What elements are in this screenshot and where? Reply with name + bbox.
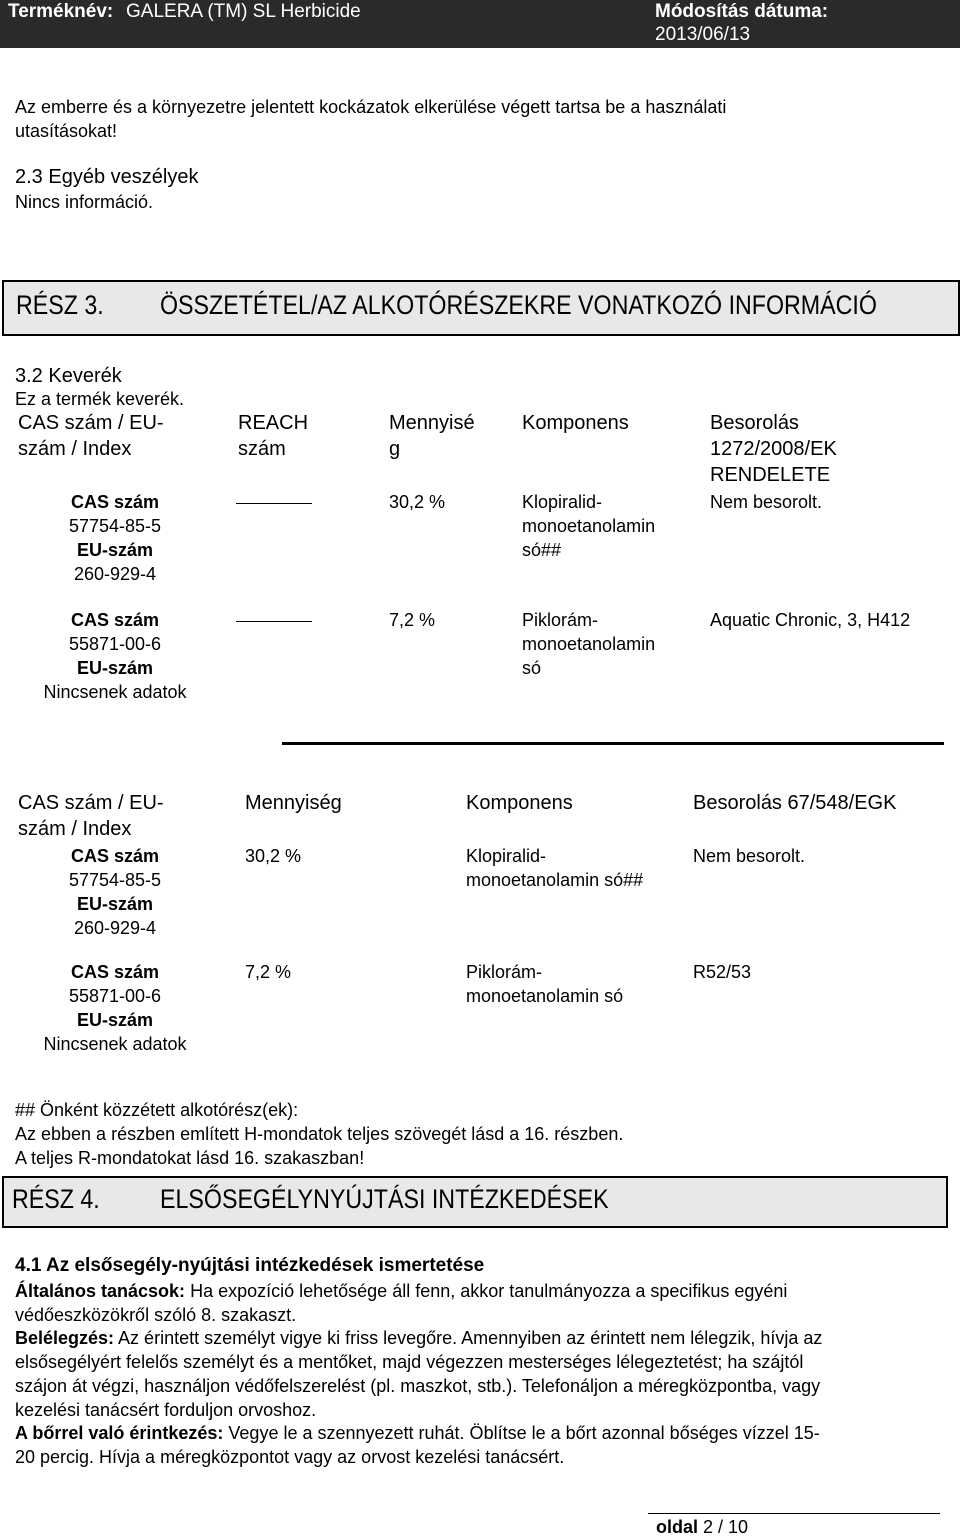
part-4-title: ELSŐSEGÉLYNYÚJTÁSI INTÉZKEDÉSEK [160,1184,609,1214]
table1-header-amount [389,410,475,462]
table2-header-cas-line1: CAS szám / EU- [18,792,164,814]
mixture-heading: 3.2 Keverék [15,365,122,387]
intro-line-2: utasításokat! [15,121,118,141]
eu-label: EU-szám [76,658,154,678]
component-line3: só [522,658,542,678]
classification-value: Nem besorolt. [710,492,823,512]
component-name [522,490,655,562]
inhalation-label: Belélegzés: [15,1328,115,1348]
eu-label: EU-szám [76,1010,154,1030]
general-advice-label: Általános tanácsok: [15,1281,186,1301]
component-name [522,608,655,680]
component-line3: só## [522,540,562,560]
component-line2: monoetanolamin [522,516,656,536]
component-name [466,844,643,892]
table1-header-reach [238,410,308,462]
classification-value: R52/53 [693,962,752,982]
table1-header-amount-line1: Mennyisé [389,412,475,434]
table2-header-cas [18,790,164,842]
table1-header-cas [18,410,164,462]
table-row [15,608,215,704]
component-line1: Klopiralid- [466,846,547,866]
part-4-number: RÉSZ 4. [12,1184,100,1214]
component-line1: Klopiralid- [522,492,603,512]
footer-rule [648,1513,940,1514]
amount-value: 30,2 % [389,492,446,512]
eu-number: Nincsenek adatok [43,1034,187,1054]
table1-header-reach-line2: szám [238,438,286,460]
eu-number: 260-929-4 [73,564,157,584]
part-3-title: ÖSSZETÉTEL/AZ ALKOTÓRÉSZEKRE VONATKOZÓ INFORMÁCIÓ [160,290,877,320]
table1-header-reach-line1: REACH [238,412,309,434]
cas-label: CAS szám [70,846,160,866]
table-row [15,844,215,940]
cas-label: CAS szám [70,962,160,982]
amount-value: 7,2 % [389,610,436,630]
table-row [15,490,215,586]
component-name [466,960,623,1008]
table1-header-amount-line2: g [389,438,401,460]
general-advice-text-2: védőeszközökről szóló 8. szakaszt. [15,1305,297,1325]
part-3-number: RÉSZ 3. [16,290,104,320]
cas-number: 55871-00-6 [68,986,162,1006]
inhalation-text-4: kezelési tanácsért forduljon orvoshoz. [15,1400,317,1420]
eu-label: EU-szám [76,540,154,560]
notes-line-3: A teljes R-mondatokat lásd 16. szakaszban! [15,1148,365,1168]
component-line2: monoetanolamin só [466,986,624,1006]
table-row [15,960,215,1056]
eu-label: EU-szám [76,894,154,914]
product-label: Terméknév: [8,1,114,22]
component-line1: Piklorám- [522,610,599,630]
intro-line-1: Az emberre és a környezetre jelentett kockázatok elkerülése végett tartsa be a használati [15,97,727,117]
document-header [0,0,960,48]
inhalation-advice [15,1326,945,1422]
eu-number: Nincsenek adatok [43,682,187,702]
page-label: oldal [656,1517,699,1537]
amount-value: 30,2 % [245,846,302,866]
eu-number: 260-929-4 [73,918,157,938]
no-info-text: Nincs információ. [15,192,154,212]
inhalation-text-2: elsősegélyért felelős személyt és a mentőket, majd végezzen mesterséges lélegeztetést; ha szájtól [15,1352,804,1372]
inhalation-text-3: szájon át végzi, használjon védőfelszerelést (pl. maszkot, stb.). Telefonáljon a méregközpontba, vagy [15,1376,821,1396]
skin-contact-label: A bőrrel való érintkezés: [15,1423,224,1443]
notes-line-2: Az ebben a részben említett H-mondatok teljes szövegét lásd a 16. részben. [15,1124,624,1144]
first-aid-heading: 4.1 Az elsősegély-nyújtási intézkedések ismertetése [15,1255,485,1276]
section-2-3-heading: 2.3 Egyéb veszélyek [15,166,199,188]
revision-date: 2013/06/13 [655,24,751,45]
cas-label: CAS szám [70,492,160,512]
table1-header-component: Komponens [522,412,629,434]
skin-contact-text-2: 20 percig. Hívja a méregközpontot vagy az orvost kezelési tanácsért. [15,1447,565,1467]
table1-header-cas-line1: CAS szám / EU- [18,412,164,434]
classification-value: Aquatic Chronic, 3, H412 [710,610,911,630]
cas-number: 57754-85-5 [68,516,162,536]
part-4-banner [2,1176,948,1228]
reach-dash [236,503,312,504]
reach-dash [236,621,312,622]
page-count: 2 / 10 [703,1517,749,1537]
cas-number: 55871-00-6 [68,634,162,654]
component-line1: Piklorám- [466,962,543,982]
table2-header-cas-line2: szám / Index [18,818,132,840]
page-number [656,1515,748,1539]
table2-header-amount: Mennyiség [245,792,342,814]
cas-label: CAS szám [70,610,160,630]
mixture-text: Ez a termék keverék. [15,389,185,409]
skin-contact-text: Vegye le a szennyezett ruhát. Öblítse le a bőrt azonnal bőséges vízzel 15- [223,1423,820,1443]
inhalation-text: Az érintett személyt vigye ki friss levegőre. Amennyiben az érintett nem lélegzik, hívja az [114,1328,823,1348]
component-line2: monoetanolamin só## [466,870,644,890]
notes-line-1: ## Önként közzétett alkotórész(ek): [15,1100,299,1120]
table1-header-class-line2: 1272/2008/EK [710,438,837,460]
table-divider [282,742,944,745]
classification-value: Nem besorolt. [693,846,806,866]
product-name: GALERA (TM) SL Herbicide [126,1,361,22]
general-advice [15,1279,945,1327]
component-line2: monoetanolamin [522,634,656,654]
table2-header-class: Besorolás 67/548/EGK [693,792,897,814]
table2-header-component: Komponens [466,792,573,814]
revision-label: Módosítás dátuma: [655,1,829,22]
general-advice-text: Ha expozíció lehetősége áll fenn, akkor tanulmányozza a specifikus egyéni [185,1281,788,1301]
skin-contact-advice [15,1421,945,1469]
table1-header-class-line3: RENDELETE [710,464,831,486]
cas-number: 57754-85-5 [68,870,162,890]
part-3-banner [2,280,960,336]
table1-header-class [710,410,837,488]
table1-header-class-line1: Besorolás [710,412,799,434]
amount-value: 7,2 % [245,962,292,982]
table1-header-cas-line2: szám / Index [18,438,132,460]
